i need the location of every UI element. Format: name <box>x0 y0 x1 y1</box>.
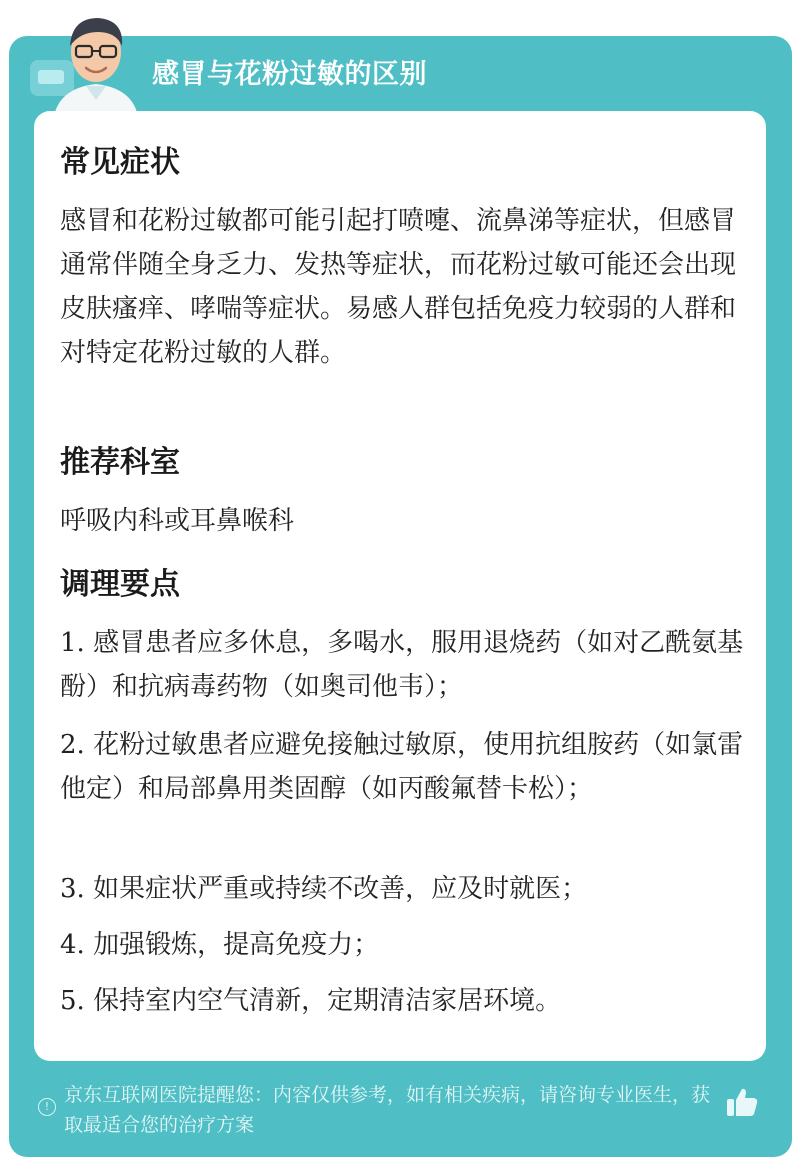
department-heading: 推荐科室 <box>60 445 180 480</box>
footer-disclaimer: 京东互联网医院提醒您：内容仅供参考，如有相关疾病，请咨询专业医生，获取最适合您的治疗方案 <box>64 1084 711 1136</box>
content-card <box>34 111 766 1061</box>
care-heading: 调理要点 <box>60 567 180 602</box>
page-title: 感冒与花粉过敏的区别 <box>152 59 427 90</box>
thumbs-up-icon[interactable] <box>724 1084 760 1120</box>
list-item: 3. 如果症状严重或持续不改善，应及时就医； <box>60 874 588 904</box>
symptoms-heading: 常见症状 <box>60 145 180 180</box>
doctor-avatar-icon <box>26 4 166 116</box>
department-text: 呼吸内科或耳鼻喉科 <box>60 506 295 536</box>
list-item: 2. 花粉过敏患者应避免接触过敏原，使用抗组胺药（如氯雷他定）和局部鼻用类固醇（如丙酸氟替卡松）； <box>60 730 744 804</box>
symptoms-text: 感冒和花粉过敏都可能引起打喷嚏、流鼻涕等症状，但感冒通常伴随全身乏力、发热等症状，而花粉过敏可能还会出现皮肤瘙痒、哮喘等症状。易感人群包括免疫力较弱的人群和对特定花粉过敏的人群。 <box>60 206 737 368</box>
list-item: 5. 保持室内空气清新，定期清洁家居环境。 <box>60 986 562 1016</box>
info-icon: ! <box>38 1098 56 1116</box>
list-item: 4. 加强锻炼，提高免疫力； <box>60 930 380 960</box>
list-item: 1. 感冒患者应多休息，多喝水，服用退烧药（如对乙酰氨基酚）和抗病毒药物（如奥司他韦）； <box>60 628 744 702</box>
